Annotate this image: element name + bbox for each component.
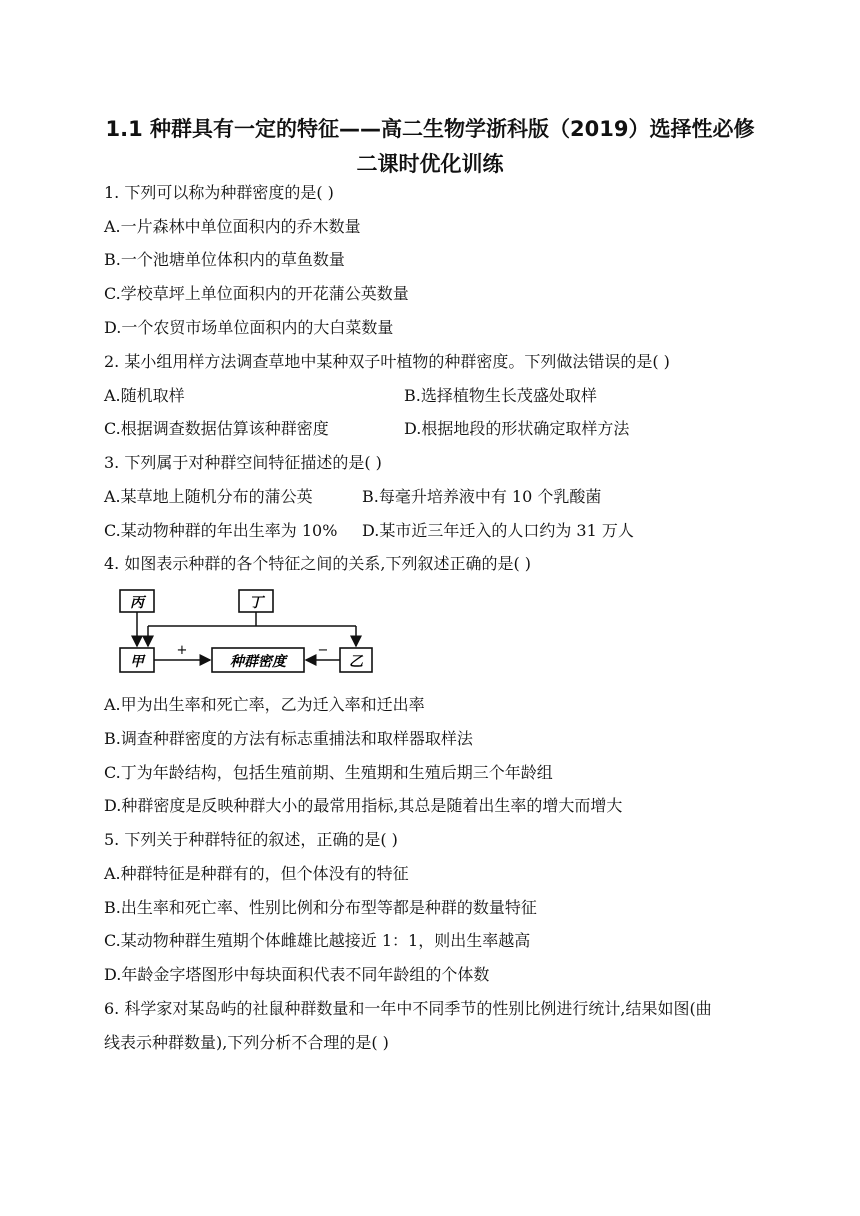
question-3-option-d: D.某市近三年迁入的人口约为 31 万人 [362, 521, 634, 540]
title-line-1: 1.1 种群具有一定的特征——高二生物学浙科版（2019）选择性必修 [105, 117, 755, 141]
question-5-option-c: C.某动物种群生殖期个体雌雄比越接近 1：1，则出生率越高 [104, 931, 531, 950]
question-4-stem: 4. 如图表示种群的各个特征之间的关系,下列叙述正确的是( ) [104, 554, 532, 573]
question-1-option-c: C.学校草坪上单位面积内的开花蒲公英数量 [104, 284, 409, 303]
question-2-stem: 2. 某小组用样方法调查草地中某种双子叶植物的种群密度。下列做法错误的是( ) [104, 352, 670, 371]
label-yi: 乙 [349, 654, 363, 670]
document-title [60, 112, 800, 182]
question-4-option-a: A.甲为出生率和死亡率，乙为迁入率和迁出率 [104, 695, 425, 714]
question-3-option-c: C.某动物种群的年出生率为 10% [104, 521, 338, 540]
question-6-stem-line-2: 线表示种群数量),下列分析不合理的是( ) [104, 1033, 389, 1052]
question-4-option-c: C.丁为年龄结构，包括生殖前期、生殖期和生殖后期三个年龄组 [104, 763, 553, 782]
question-3-stem: 3. 下列属于对种群空间特征描述的是( ) [104, 453, 382, 472]
label-bing: 丙 [130, 595, 144, 611]
question-1-stem: 1. 下列可以称为种群密度的是( ) [104, 183, 334, 202]
question-5-option-d: D.年龄金字塔图形中每块面积代表不同年龄组的个体数 [104, 965, 490, 984]
plus-sign: + [176, 643, 188, 658]
question-1-option-a: A.一片森林中单位面积内的乔木数量 [104, 217, 361, 236]
question-4-option-d: D.种群密度是反映种群大小的最常用指标,其总是随着出生率的增大而增大 [104, 796, 623, 815]
question-2-option-d: D.根据地段的形状确定取样方法 [404, 419, 630, 438]
question-2-option-c: C.根据调查数据估算该种群密度 [104, 419, 329, 438]
question-1-option-d: D.一个农贸市场单位面积内的大白菜数量 [104, 318, 394, 337]
population-characteristics-diagram [102, 586, 374, 678]
label-jia: 甲 [130, 654, 144, 670]
question-6-stem-line-1: 6. 科学家对某岛屿的社鼠种群数量和一年中不同季节的性别比例进行统计,结果如图(曲 [104, 999, 712, 1018]
minus-sign: − [317, 643, 329, 658]
title-line-2: 二课时优化训练 [356, 152, 504, 176]
question-5-stem: 5. 下列关于种群特征的叙述，正确的是( ) [104, 830, 398, 849]
question-3-option-b: B.每毫升培养液中有 10 个乳酸菌 [362, 487, 602, 506]
question-3-option-a: A.某草地上随机分布的蒲公英 [104, 487, 313, 506]
question-5-option-a: A.种群特征是种群有的，但个体没有的特征 [104, 864, 409, 883]
question-2-option-b: B.选择植物生长茂盛处取样 [404, 386, 597, 405]
label-ding: 丁 [249, 595, 263, 611]
label-population-density: 种群密度 [230, 654, 286, 670]
question-1-option-b: B.一个池塘单位体积内的草鱼数量 [104, 250, 345, 269]
question-2-option-a: A.随机取样 [104, 386, 185, 405]
question-5-option-b: B.出生率和死亡率、性别比例和分布型等都是种群的数量特征 [104, 898, 537, 917]
question-4-option-b: B.调查种群密度的方法有标志重捕法和取样器取样法 [104, 729, 473, 748]
